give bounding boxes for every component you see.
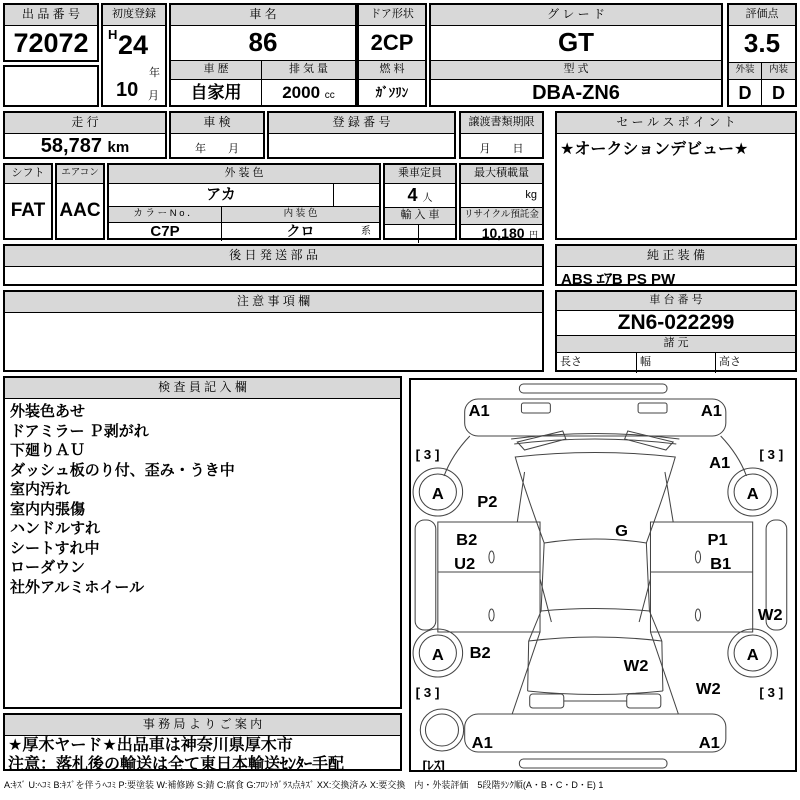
damage-label: A1 xyxy=(698,734,720,752)
import-car-label: 輸 入 車 xyxy=(385,208,455,225)
office-notice-label: 事 務 局 よ り ご 案 内 xyxy=(5,715,400,736)
damage-code-legend: A:ｷｽﾞ U:ﾍｺﾐ B:ｷｽﾞを伴うﾍｺﾐ P:要塗装 W:補修跡 S:錆 C:腐食 G:ﾌﾛﾝﾄｶﾞﾗｽ点ｷｽﾞ XX:交換済み X:要交換 内・外装評価 5段階ﾗﾝｸ順(A・B・C・D・E) 1 xyxy=(4,780,604,790)
spec-height-label: 高さ xyxy=(719,356,741,368)
list-item: ダッシュ板のり付、歪み・うき中 xyxy=(10,461,235,479)
aircon-box xyxy=(55,163,105,240)
office-notice-box xyxy=(3,713,402,771)
aircon-label: エアコン xyxy=(57,165,103,184)
month-unit: 月 xyxy=(148,90,159,102)
max-load-unit: kg xyxy=(525,189,537,201)
genuine-equipment-box xyxy=(555,244,797,286)
score-label: 評価点 xyxy=(729,5,795,26)
inspector-notes-label: 検 査 員 記 入 欄 xyxy=(5,378,400,399)
later-shipping-box xyxy=(3,244,544,286)
color-group-box xyxy=(107,163,381,240)
car-name-value: 86 xyxy=(171,26,355,61)
fuel-value: ｶﾞｿﾘﾝ xyxy=(375,85,409,100)
lot-number-empty-box xyxy=(3,65,99,107)
spec-width-cell xyxy=(637,353,716,373)
capacity-label: 乗車定員 xyxy=(385,165,455,184)
damage-label: W2 xyxy=(695,680,721,698)
exterior-grade-value: D xyxy=(738,83,752,103)
car-name-label: 車 名 xyxy=(171,5,355,26)
list-item: 室内内張傷 xyxy=(10,500,86,518)
capacity-value: 4 人 xyxy=(385,184,455,208)
reg-month-value: 10 xyxy=(116,79,139,101)
inspector-notes-list xyxy=(5,399,400,600)
damage-label: [ 3 ] xyxy=(415,447,440,462)
shift-value: FAT xyxy=(10,200,46,221)
list-item: 下廻りＡＵ xyxy=(10,442,86,459)
list-item: ローダウン xyxy=(10,559,86,576)
recycle-deposit-label: リサイクル預託金 xyxy=(461,208,542,225)
car-damage-diagram xyxy=(409,378,797,772)
interior-grade-label: 内装 xyxy=(762,63,795,80)
mileage-unit: km xyxy=(107,139,130,156)
score-box xyxy=(727,3,797,107)
list-item: 外装色あせ xyxy=(10,403,86,420)
interior-color-label: 内 装 色 xyxy=(222,207,379,223)
sales-point-box xyxy=(555,111,797,240)
max-load-box xyxy=(459,163,544,240)
score-value: 3.5 xyxy=(729,26,795,63)
max-load-value xyxy=(461,184,542,208)
registration-number-label: 登 録 番 号 xyxy=(269,113,454,134)
year-unit: 年 xyxy=(149,67,160,79)
damage-label: A xyxy=(746,646,759,664)
transfer-deadline-value: 月 日 xyxy=(479,143,524,155)
specs-label: 諸 元 xyxy=(557,336,795,353)
inspection-value: 年 月 xyxy=(195,143,239,155)
import-car-cell-2 xyxy=(419,225,455,243)
sales-point-label: セ ー ル ス ポ イ ン ト xyxy=(557,113,795,134)
list-item: 社外アルミホイール xyxy=(10,578,145,596)
genuine-equipment-label: 純 正 装 備 xyxy=(557,246,795,267)
interior-grade-cell xyxy=(762,63,795,107)
chassis-number-value: ZN6-022299 xyxy=(557,311,795,336)
aircon-value: AAC xyxy=(59,200,101,221)
lot-number-label: 出 品 番 号 xyxy=(5,5,97,26)
history-cell xyxy=(171,61,262,107)
era-value: H xyxy=(108,27,118,42)
displacement-label: 排 気 量 xyxy=(262,61,355,80)
grade-value: GT xyxy=(431,26,721,61)
mileage-label: 走 行 xyxy=(5,113,165,134)
exterior-grade-label: 外装 xyxy=(729,63,761,80)
spec-length-label: 長さ xyxy=(560,356,582,368)
exterior-grade-cell xyxy=(729,63,762,107)
damage-label: B1 xyxy=(710,555,732,573)
damage-label: G xyxy=(615,522,629,540)
model-code-value: DBA-ZN6 xyxy=(532,82,620,104)
interior-grade-value: D xyxy=(772,83,785,103)
damage-label: P2 xyxy=(477,493,498,511)
door-shape-value: 2CP xyxy=(359,26,425,61)
car-top-view-diagram xyxy=(411,380,795,770)
exterior-color-extra-cell xyxy=(334,184,379,206)
exterior-color-label: 外 装 色 xyxy=(109,165,379,184)
damage-label: [ 3 ] xyxy=(415,685,440,700)
interior-color-suffix: 系 xyxy=(361,226,371,237)
capacity-box xyxy=(383,163,457,240)
lot-number-box xyxy=(3,3,99,62)
color-no-label: カ ラ ー N o ． xyxy=(109,207,222,223)
shift-label: シフト xyxy=(5,165,51,184)
damage-label: A1 xyxy=(700,402,722,420)
car-name-box xyxy=(169,3,357,107)
damage-label: A1 xyxy=(468,402,490,420)
shift-box xyxy=(3,163,53,240)
list-item: ハンドルすれ xyxy=(10,520,101,537)
chassis-number-box xyxy=(555,290,797,372)
model-code-label: 型 式 xyxy=(431,61,721,80)
damage-label: U2 xyxy=(454,555,476,573)
list-item: 室内汚れ xyxy=(10,481,71,498)
reg-year-value: 24 xyxy=(118,30,149,60)
exterior-color-value: アカ xyxy=(109,184,334,206)
displacement-value: 2000 cc xyxy=(282,83,335,102)
damage-label: P1 xyxy=(707,531,728,549)
first-registration-box xyxy=(101,3,167,107)
mileage-box xyxy=(3,111,167,159)
list-item: 注意：落札後の輸送は全て東日本輸送ｾﾝﾀｰ手配 xyxy=(8,755,345,773)
office-notice-lines xyxy=(5,736,400,775)
damage-label: A xyxy=(431,646,444,664)
damage-label: W2 xyxy=(757,606,783,624)
damage-label: [ﾚｽ] xyxy=(422,758,445,770)
damage-label: [ 3 ] xyxy=(759,447,784,462)
damage-label: A xyxy=(746,485,759,503)
damage-label: A xyxy=(431,485,444,503)
list-item: ★厚木ヤード★出品車は神奈川県厚木市 xyxy=(8,737,293,754)
cautions-box xyxy=(3,290,544,372)
history-label: 車 歴 xyxy=(171,61,261,80)
later-shipping-label: 後 日 発 送 部 品 xyxy=(5,246,542,267)
inspector-notes-box xyxy=(3,376,402,709)
grade-box xyxy=(429,3,723,107)
list-item: シートすれ中 xyxy=(10,539,100,557)
damage-label: W2 xyxy=(623,657,649,675)
door-shape-label: ドア形状 xyxy=(359,5,425,26)
lot-number-value: 72072 xyxy=(13,28,89,58)
chassis-number-label: 車 台 番 号 xyxy=(557,292,795,311)
damage-label: A1 xyxy=(709,454,731,472)
color-no-value: C7P xyxy=(109,223,222,241)
cautions-label: 注 意 事 項 欄 xyxy=(5,292,542,313)
recycle-deposit-value: 10,180 円 xyxy=(481,225,538,241)
mileage-value: 58,787 km xyxy=(40,135,130,157)
damage-label: B2 xyxy=(456,531,478,549)
inspection-label: 車 検 xyxy=(171,113,263,134)
grade-label: グ レ ー ド xyxy=(431,5,721,26)
capacity-unit: 人 xyxy=(422,193,433,204)
displacement-cell xyxy=(262,61,355,107)
spec-height-cell xyxy=(716,353,795,373)
door-shape-box xyxy=(357,3,427,107)
registration-number-box xyxy=(267,111,456,159)
inspection-box xyxy=(169,111,265,159)
sales-point-value: ★オークションデビュー★ xyxy=(560,141,749,158)
import-car-cell-1 xyxy=(385,225,419,243)
first-registration-label: 初度登録 xyxy=(103,5,165,26)
spec-width-label: 幅 xyxy=(640,356,651,368)
damage-label: [ 3 ] xyxy=(759,685,784,700)
recycle-deposit-unit: 円 xyxy=(528,230,538,240)
list-item: ドアミラー Ｐ剥がれ xyxy=(10,422,149,440)
transfer-deadline-label: 譲渡書類期限 xyxy=(461,113,542,134)
history-value: 自家用 xyxy=(190,83,242,102)
genuine-equipment-value: ABS ｴｱB PS PW xyxy=(561,271,676,288)
transfer-deadline-box xyxy=(459,111,544,159)
max-load-label: 最大積載量 xyxy=(461,165,542,184)
displacement-unit: cc xyxy=(324,90,335,101)
interior-color-value: クロ 系 xyxy=(286,223,371,239)
damage-label: A1 xyxy=(471,734,493,752)
fuel-label: 燃 料 xyxy=(359,61,425,80)
spec-length-cell xyxy=(557,353,637,373)
damage-label: B2 xyxy=(469,644,491,662)
